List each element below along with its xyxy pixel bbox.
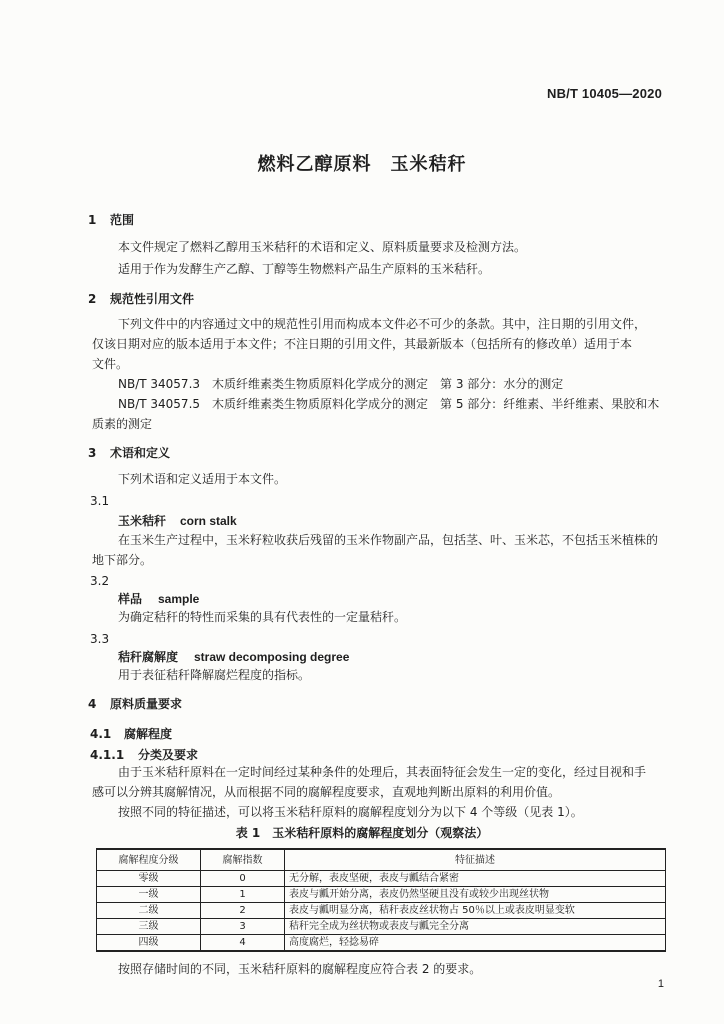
- term-3-1-english: corn stalk: [180, 514, 237, 528]
- table-row: [97, 871, 666, 887]
- table-row: [97, 887, 666, 903]
- section-4-title: 原料质量要求: [110, 697, 183, 711]
- page-number: 1: [657, 978, 664, 990]
- index-cell: 1: [201, 887, 285, 903]
- term-3-1-definition-line-1: 在玉米生产过程中，玉米籽粒收获后残留的玉米作物副产品，包括茎、叶、玉米芯，不包括玉米植株的: [118, 533, 659, 547]
- description-cell: 表皮与瓤开始分离，表皮仍然坚硬且没有或较少出现丝状物: [285, 887, 666, 903]
- table-header-row: [97, 849, 666, 871]
- section-4-paragraph-1-line-2: 感可以分辨其腐解情况，从而根据不同的腐解程度要求，直观地判断出原料的利用价值。: [92, 785, 561, 799]
- grade-cell: 四级: [97, 935, 201, 952]
- grade-cell: 一级: [97, 887, 201, 903]
- term-3-2-name: 样品: [118, 592, 143, 606]
- term-3-3-definition: 用于表征秸秆降解腐烂程度的指标。: [118, 668, 311, 682]
- table-1: [96, 848, 666, 952]
- section-1-paragraph-2: 适用于作为发酵生产乙醇、丁醇等生物燃料产品生产原料的玉米秸秆。: [118, 262, 491, 276]
- index-cell: 2: [201, 903, 285, 919]
- table-1-caption: 表 1 玉米秸秆原料的腐解程度划分（观察法）: [235, 826, 489, 840]
- closing-paragraph: 按照存储时间的不同，玉米秸秆原料的腐解程度应符合表 2 的要求。: [118, 962, 482, 976]
- index-cell: 3: [201, 919, 285, 935]
- section-3-intro: 下列术语和定义适用于本文件。: [118, 472, 287, 486]
- table-row: [97, 935, 666, 952]
- section-4-1-title: 腐解程度: [124, 727, 173, 741]
- normative-reference-2-line-1: NB/T 34057.5 木质纤维素类生物质原料化学成分的测定 第 5 部分：纤维素、半纤维素、果胶和木: [118, 397, 660, 411]
- grade-cell: 三级: [97, 919, 201, 935]
- normative-reference-1: NB/T 34057.3 木质纤维素类生物质原料化学成分的测定 第 3 部分：水分的测定: [118, 377, 564, 391]
- description-cell: 秸秆完全成为丝状物或表皮与瓤完全分离: [285, 919, 666, 935]
- term-3-3-english: straw decomposing degree: [194, 650, 350, 664]
- table-header-cell: 特征描述: [285, 849, 666, 871]
- section-3-number: 3: [88, 446, 97, 460]
- section-2-paragraph-line-1: 下列文件中的内容通过文中的规范性引用而构成本文件必不可少的条款。其中，注日期的引用文件，: [118, 317, 647, 331]
- table-row: [97, 919, 666, 935]
- section-1-paragraph-1: 本文件规定了燃料乙醇用玉米秸秆的术语和定义、原料质量要求及检测方法。: [118, 240, 527, 254]
- section-4-paragraph-1-line-1: 由于玉米秸秆原料在一定时间经过某种条件的处理后，其表面特征会发生一定的变化，经过目视和手: [118, 765, 647, 779]
- table-row: [97, 903, 666, 919]
- term-3-2-english: sample: [158, 592, 200, 606]
- standard-number: NB/T 10405—2020: [546, 86, 662, 101]
- section-1-number: 1: [88, 213, 97, 227]
- term-3-2-number: 3.2: [90, 574, 110, 588]
- term-3-1-definition-line-2: 地下部分。: [92, 553, 153, 567]
- table-header-cell: 腐解指数: [201, 849, 285, 871]
- section-2-paragraph-line-2: 仅该日期对应的版本适用于本文件；不注日期的引用文件，其最新版本（包括所有的修改单）适用于本: [92, 337, 633, 351]
- section-2-number: 2: [88, 292, 97, 306]
- section-4-1-number: 4.1: [90, 727, 112, 741]
- document-title: 燃料乙醇原料 玉米秸秆: [257, 154, 467, 175]
- section-4-1-1-title: 分类及要求: [138, 748, 199, 762]
- term-3-1-number: 3.1: [90, 494, 110, 508]
- section-4-paragraph-2: 按照不同的特征描述，可以将玉米秸秆原料的腐解程度划分为以下 4 个等级（见表 1）。: [118, 805, 583, 819]
- normative-reference-2-line-2: 质素的测定: [92, 417, 153, 431]
- table-header-cell: 腐解程度分级: [97, 849, 201, 871]
- grade-cell: 二级: [97, 903, 201, 919]
- term-3-1-name: 玉米秸秆: [118, 514, 167, 528]
- description-cell: 无分解，表皮坚硬，表皮与瓤结合紧密: [285, 871, 666, 887]
- description-cell: 高度腐烂，轻捻易碎: [285, 935, 666, 952]
- index-cell: 0: [201, 871, 285, 887]
- grade-cell: 零级: [97, 871, 201, 887]
- section-2-paragraph-line-3: 文件。: [92, 357, 129, 371]
- index-cell: 4: [201, 935, 285, 952]
- section-2-title: 规范性引用文件: [110, 292, 195, 306]
- term-3-3-name: 秸秆腐解度: [118, 650, 179, 664]
- description-cell: 表皮与瓤明显分离，秸秆表皮丝状物占 50％以上或表皮明显变软: [285, 903, 666, 919]
- section-4-1-1-number: 4.1.1: [90, 748, 125, 762]
- term-3-2-definition: 为确定秸秆的特性而采集的具有代表性的一定量秸秆。: [118, 610, 407, 624]
- term-3-3-number: 3.3: [90, 632, 110, 646]
- section-3-title: 术语和定义: [110, 446, 171, 460]
- section-4-number: 4: [88, 697, 97, 711]
- section-1-title: 范围: [110, 213, 135, 227]
